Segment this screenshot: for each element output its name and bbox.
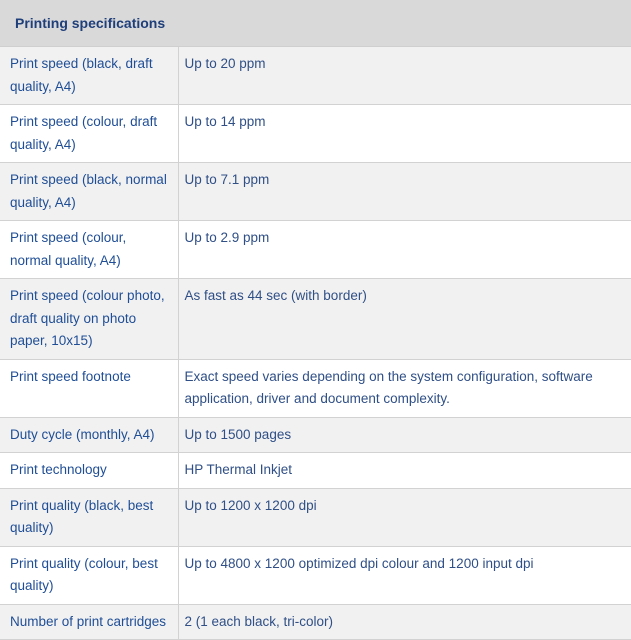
table-row (0, 417, 631, 453)
table-row (0, 279, 631, 360)
spec-value: Up to 1500 pages (178, 417, 631, 453)
table-row (0, 453, 631, 489)
section-title: Printing specifications (0, 0, 631, 47)
spec-label: Print speed footnote (0, 359, 178, 417)
table-row (0, 47, 631, 105)
table-row (0, 604, 631, 640)
spec-label: Print speed (colour, normal quality, A4) (0, 221, 178, 279)
spec-value: Up to 4800 x 1200 optimized dpi colour and 1200 input dpi (178, 546, 631, 604)
spec-value: Up to 20 ppm (178, 47, 631, 105)
spec-value: As fast as 44 sec (with border) (178, 279, 631, 360)
spec-label: Print quality (colour, best quality) (0, 546, 178, 604)
spec-value: 2 (1 each black, tri-color) (178, 604, 631, 640)
spec-label: Print speed (black, draft quality, A4) (0, 47, 178, 105)
spec-label: Duty cycle (monthly, A4) (0, 417, 178, 453)
spec-value: Up to 14 ppm (178, 105, 631, 163)
table-row (0, 546, 631, 604)
table-row (0, 163, 631, 221)
table-row (0, 221, 631, 279)
table-header-row (0, 0, 631, 47)
spec-label: Print speed (colour, draft quality, A4) (0, 105, 178, 163)
spec-value: Exact speed varies depending on the system configuration, software application, driver and document complexity. (178, 359, 631, 417)
table-row (0, 488, 631, 546)
spec-label: Print speed (colour photo, draft quality on photo paper, 10x15) (0, 279, 178, 360)
table-row (0, 359, 631, 417)
spec-label: Print technology (0, 453, 178, 489)
spec-value: Up to 2.9 ppm (178, 221, 631, 279)
spec-value: Up to 7.1 ppm (178, 163, 631, 221)
spec-label: Print quality (black, best quality) (0, 488, 178, 546)
spec-label: Number of print cartridges (0, 604, 178, 640)
spec-label: Print speed (black, normal quality, A4) (0, 163, 178, 221)
spec-value: HP Thermal Inkjet (178, 453, 631, 489)
table-row (0, 105, 631, 163)
spec-value: Up to 1200 x 1200 dpi (178, 488, 631, 546)
